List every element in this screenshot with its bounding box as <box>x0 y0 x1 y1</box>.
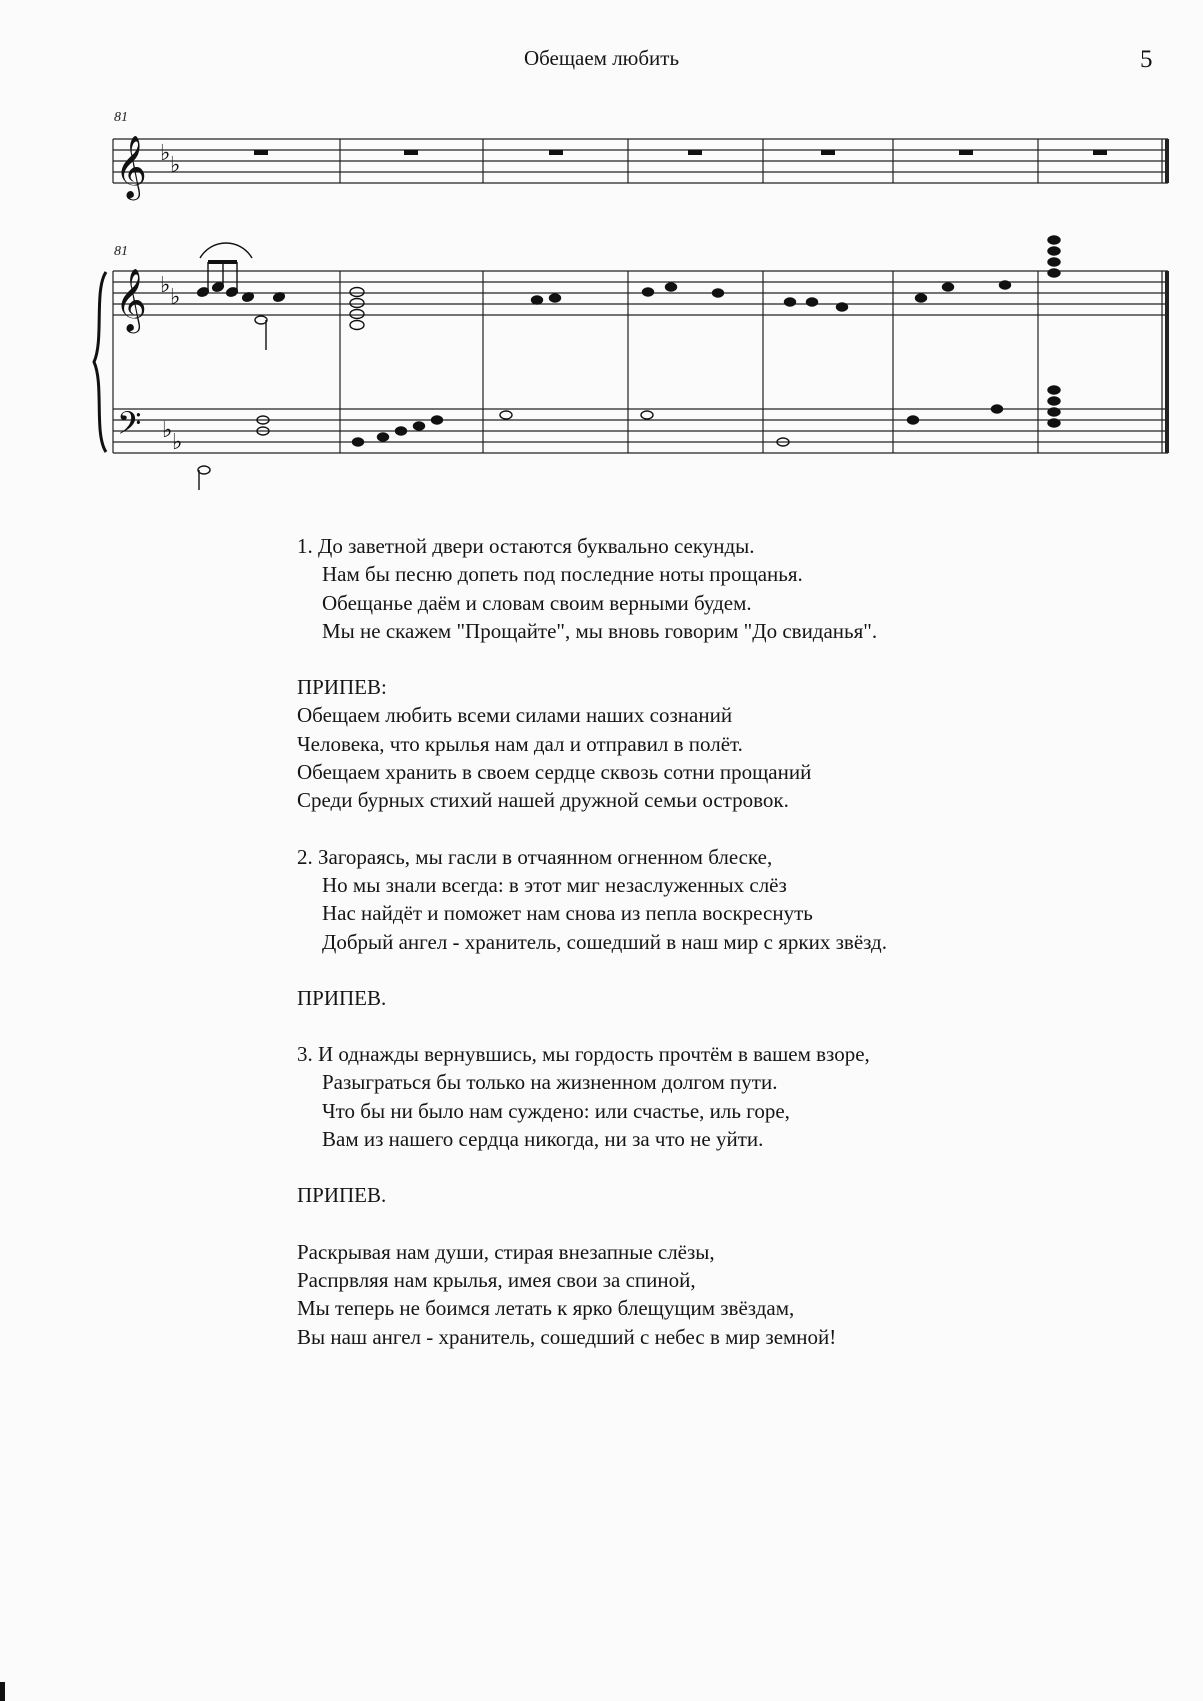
flat-icon: ♭ <box>160 272 171 297</box>
lyric-line: Среди бурных стихий нашей дружной семьи островок. <box>297 788 789 813</box>
lyric-line: Человека, что крылья нам дал и отправил в полёт. <box>297 731 743 756</box>
lyric-line: Мы не скажем "Прощайте", мы вновь говорим "До свиданья". <box>322 618 878 643</box>
lyric-line: Нам бы песню допеть под последние ноты прощанья. <box>322 562 803 587</box>
voice-staff <box>113 139 1168 183</box>
flat-icon: ♭ <box>160 140 171 165</box>
lyric-line: Мы теперь не боимся летать к ярко блещущим звёздам, <box>297 1296 795 1321</box>
lyric-line: Распрвляя нам крылья, имея свои за спиной, <box>297 1267 696 1292</box>
flat-icon: ♭ <box>162 417 173 442</box>
piano-brace-icon <box>94 272 106 452</box>
treble-clef-icon: 𝄞 <box>115 270 147 330</box>
measure-number-voice: 81 <box>114 110 128 125</box>
piano-bass-notes <box>198 386 1060 490</box>
lyric-line: Нас найдёт и поможет нам снова из пепла воскреснуть <box>322 901 813 926</box>
page-number: 5 <box>1140 46 1153 73</box>
whole-rests <box>254 150 1107 155</box>
chorus-label: ПРИПЕВ. <box>297 985 387 1010</box>
flat-icon: ♭ <box>170 284 181 309</box>
scan-corner-mark <box>0 1682 5 1701</box>
measure-number-piano: 81 <box>114 244 128 259</box>
lyric-line: Добрый ангел - хранитель, сошедший в наш мир с ярких звёзд. <box>322 929 887 954</box>
lyric-line: Вам из нашего сердца никогда, ни за что не уйти. <box>322 1127 764 1152</box>
lyric-line: Раскрывая нам души, стирая внезапные слёзы, <box>297 1239 715 1264</box>
verse-3 <box>297 1040 1177 1153</box>
lyrics <box>297 532 1177 1379</box>
piano-treble-staff <box>113 271 1168 315</box>
lyric-line: Обещаем любить всеми силами наших сознаний <box>297 703 733 728</box>
chorus <box>297 673 1177 814</box>
flat-icon: ♭ <box>170 152 181 177</box>
treble-clef-icon: 𝄞 <box>115 137 147 197</box>
piano-barlines <box>113 271 1167 453</box>
music-score <box>0 0 1203 500</box>
page-header-title: Обещаем любить <box>523 46 680 70</box>
lyric-line: 1. До заветной двери остаются буквально секунды. <box>297 534 755 558</box>
refrain-mark <box>297 1181 1177 1209</box>
lyric-line: Вы наш ангел - хранитель, сошедший с небес в мир земной! <box>297 1324 837 1349</box>
chorus-label: ПРИПЕВ. <box>297 1183 387 1208</box>
lyric-line: Но мы знали всегда: в этот миг незаслуженных слёз <box>322 872 787 897</box>
verse-1 <box>297 532 1177 645</box>
lyric-line: Обещанье даём и словам своим верными будем. <box>322 590 752 615</box>
bass-clef-icon: 𝄢 <box>117 407 142 449</box>
coda <box>297 1238 1177 1351</box>
lyric-line: Обещаем хранить в своем сердце сквозь сотни прощаний <box>297 760 812 785</box>
lyric-line: 3. И однажды вернувшись, мы гордость прочтём в вашем взоре, <box>297 1042 870 1067</box>
lyric-line: Что бы ни было нам суждено: или счастье, иль горе, <box>322 1098 790 1123</box>
chorus-label: ПРИПЕВ: <box>297 675 387 700</box>
verse-2 <box>297 843 1177 956</box>
lyric-line: Разыграться бы только на жизненном долгом пути. <box>322 1070 778 1095</box>
refrain-mark <box>297 984 1177 1012</box>
flat-icon: ♭ <box>172 429 183 454</box>
lyric-line: 2. Загораясь, мы гасли в отчаянном огненном блеске, <box>297 844 773 869</box>
